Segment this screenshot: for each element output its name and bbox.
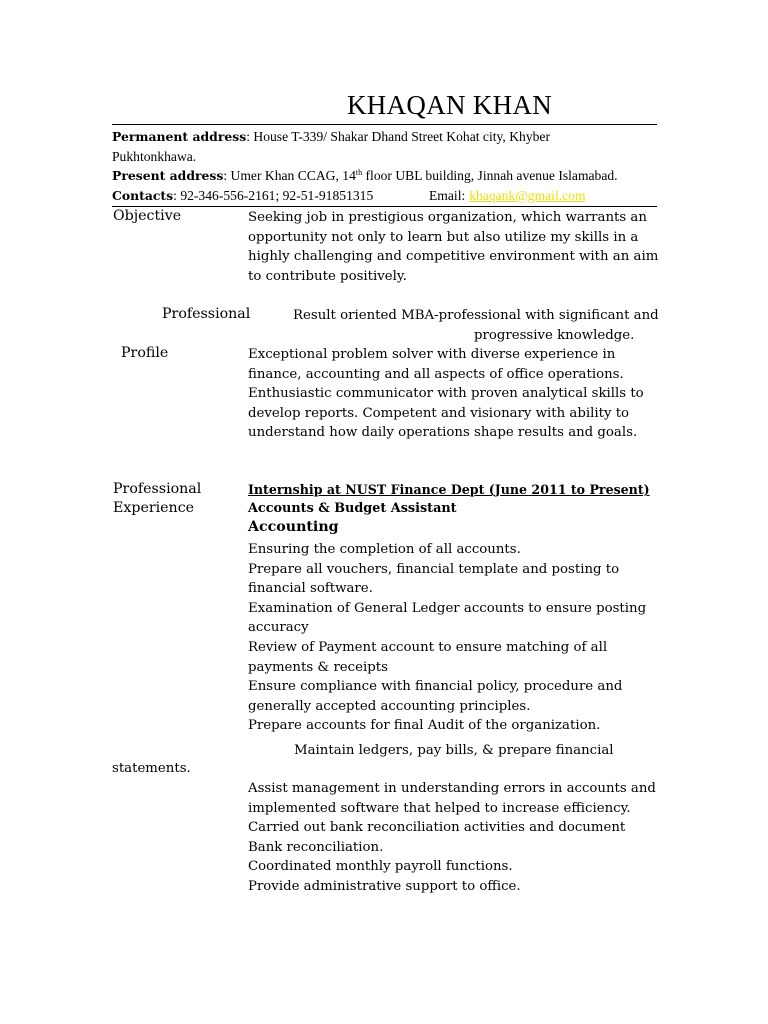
duty-line: accuracy [248, 620, 309, 636]
duty-line: Assist management in understanding errors in accounts and [248, 781, 656, 796]
duty-line: Examination of General Ledger accounts to ensure posting [248, 600, 647, 616]
objective-label: Objective [113, 208, 182, 224]
objective-line: Seeking job in prestigious organization, which warrants an [248, 210, 647, 225]
profile-line: Enthusiastic communicator with proven analytical skills to [248, 386, 644, 402]
experience-label-1: Professional [113, 481, 202, 497]
role-title: Accounts & Budget Assistant [248, 501, 457, 516]
section-title: Accounting [248, 519, 339, 535]
permanent-address [112, 127, 550, 147]
duty-line: Coordinated monthly payroll functions. [248, 859, 513, 875]
present-address [112, 166, 618, 186]
duty-line: financial software. [248, 581, 373, 597]
profile-label-1: Professional [162, 306, 251, 322]
profile-intro-2: progressive knowledge. [474, 328, 635, 343]
present-address-label: Present address [112, 168, 224, 183]
duty-line: Prepare all vouchers, financial template and posting to [248, 561, 620, 577]
email-link[interactable]: khaqank@gmail.com [469, 188, 586, 203]
profile-line: finance, accounting and all aspects of office operations. [248, 366, 624, 382]
duty-indented-2: statements. [112, 761, 191, 776]
duty-line: Ensure compliance with financial policy, procedure and [248, 679, 623, 695]
contacts-value: : 92-346-556-2161; 92-51-91851315 [173, 188, 374, 203]
duty-line: payments & receipts [248, 659, 388, 675]
duty-line: Prepare accounts for final Audit of the organization. [248, 718, 601, 734]
duty-line: generally accepted accounting principles. [248, 698, 531, 714]
position-title: Internship at NUST Finance Dept (June 2011 to Present) [248, 482, 650, 497]
duty-line: Ensuring the completion of all accounts. [248, 542, 521, 557]
objective-line: to contribute positively. [248, 268, 407, 284]
duty-line: Bank reconciliation. [248, 839, 384, 855]
duty-line: Provide administrative support to office. [248, 878, 521, 894]
profile-line: Exceptional problem solver with diverse experience in [248, 347, 616, 362]
objective-text [248, 208, 668, 286]
objective-line: opportunity not only to learn but also utilize my skills in a [248, 229, 639, 245]
duty-line: Carried out bank reconciliation activities and document [248, 820, 626, 836]
email-label: Email: [429, 188, 466, 203]
profile-label-2: Profile [121, 345, 169, 361]
permanent-address-label: Permanent address [112, 129, 247, 144]
contacts [112, 186, 373, 206]
experience-label-2: Experience [113, 500, 195, 516]
profile-intro-1: Result oriented MBA-professional with significant and [293, 308, 659, 323]
permanent-address-value: : House T-339/ Shakar Dhand Street Kohat city, Khyber [246, 129, 550, 144]
experience-duties-a [248, 540, 668, 736]
header-rule-top [112, 124, 657, 125]
permanent-address-line2: Pukhtonkhawa. [112, 149, 197, 164]
profile-text [248, 345, 668, 443]
email [429, 186, 586, 206]
header-rule-bottom [112, 206, 657, 207]
duty-line: Review of Payment account to ensure matching of all [248, 639, 608, 655]
profile-line: understand how daily operations shape results and goals. [248, 425, 638, 441]
duty-indented-1: Maintain ledgers, pay bills, & prepare financial [294, 743, 614, 758]
contacts-label: Contacts [112, 188, 174, 203]
objective-line: highly challenging and competitive environment with an aim [248, 249, 659, 265]
resume-name: KHAQAN KHAN [347, 90, 553, 120]
present-address-sup: th [355, 168, 363, 177]
present-address-value: : Umer Khan CCAG, 14 [223, 168, 356, 183]
present-address-value-rest: floor UBL building, Jinnah avenue Islamabad. [362, 168, 618, 183]
profile-line: develop reports. Competent and visionary with ability to [248, 405, 630, 421]
experience-duties-b [248, 779, 668, 897]
duty-line: implemented software that helped to increase efficiency. [248, 800, 631, 816]
